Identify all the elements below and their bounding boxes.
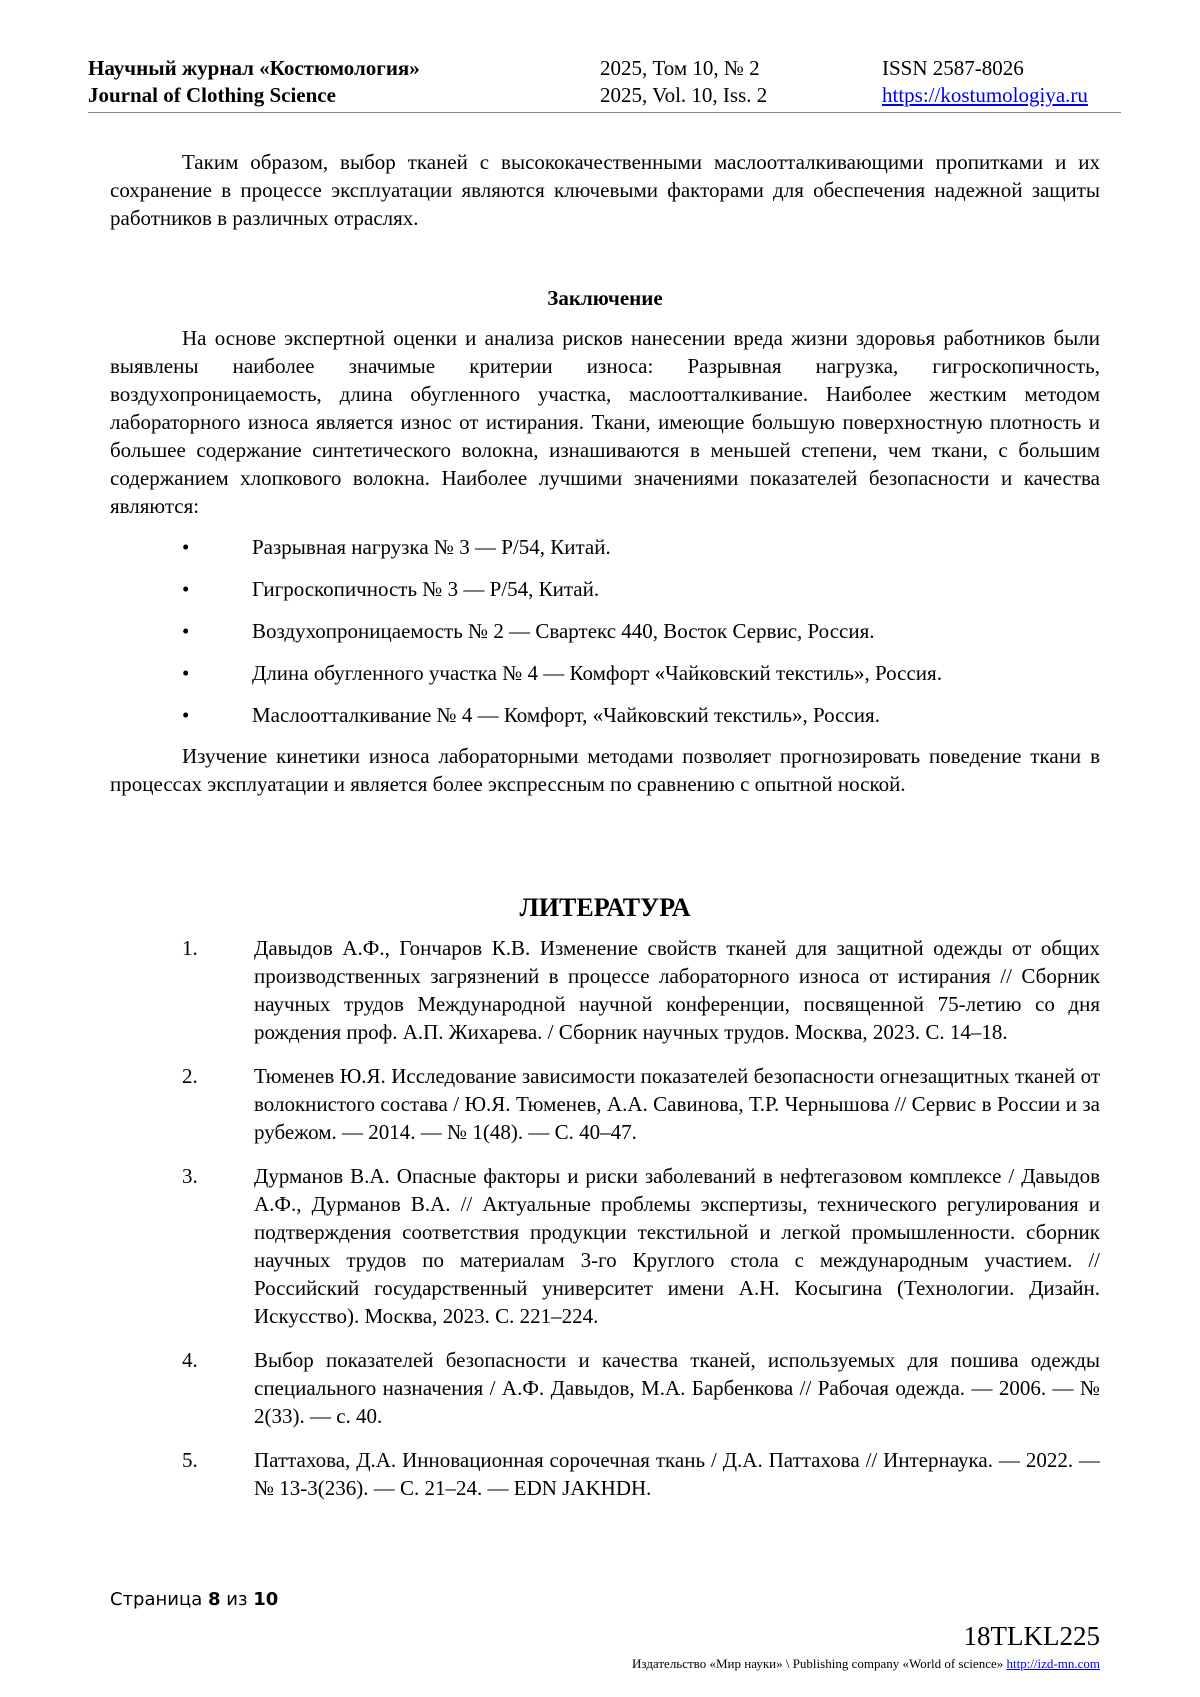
bullet-icon: • [182, 577, 190, 601]
conclusion-section [110, 324, 1100, 520]
conclusion-paragraph: На основе экспертной оценки и анализа рисков нанесении вреда жизни здоровья работников были выявлены наиболее значимые критерии износа: Разрывная нагрузка, гигроскопичность, воздухопроницаемость, длина обугленного участка, маслоотталкивание. Наиболее жестким методом лабораторного износа является износ от истирания. Ткани, имеющие большую поверхностную плотность и большее содержание синтетического волокна, изнашиваются в меньшей степени, чем ткани, с большим содержанием хлопкового волокна. Наиболее лучшими значениями показателей безопасности и качества являются: [110, 326, 1100, 518]
bullet-icon: • [182, 619, 190, 643]
bullet-text: Воздухопроницаемость № 2 — Свартекс 440, Восток Сервис, Россия. [252, 619, 875, 643]
page-total: 10 [253, 1589, 279, 1610]
reference-number: 5. [182, 1448, 198, 1472]
closing-section [110, 742, 1100, 798]
issue-ru: 2025, Том 10, № 2 [600, 56, 760, 80]
issn: ISSN 2587-8026 [882, 56, 1024, 80]
bullet-icon: • [182, 703, 190, 727]
bullet-text: Разрывная нагрузка № 3 — Р/54, Китай. [252, 535, 611, 559]
page-current: 8 [208, 1589, 221, 1610]
list-item [110, 659, 1100, 701]
reference-item [110, 1446, 1100, 1502]
issue-en: 2025, Vol. 10, Iss. 2 [600, 83, 768, 107]
reference-number: 1. [182, 936, 198, 960]
bullet-icon: • [182, 535, 190, 559]
reference-number: 3. [182, 1164, 198, 1188]
conclusion-bullet-list [110, 533, 1100, 743]
reference-text: Давыдов А.Ф., Гончаров К.В. Изменение свойств тканей для защитной одежды от общих производственных загрязнений в процессе лабораторного износа от истирания // Сборник научных трудов Международной научной конференции, посвященной 75-летию со дня рождения проф. А.П. Жихарева. / Сборник научных трудов. Москва, 2023. С. 14–18. [254, 936, 1100, 1044]
list-item [110, 617, 1100, 659]
list-item [110, 533, 1100, 575]
bullet-icon: • [182, 661, 190, 685]
journal-name-en: Journal of Clothing Science [88, 83, 336, 107]
reference-item [110, 1162, 1100, 1330]
page-of: из [226, 1589, 248, 1610]
page-label: Страница [110, 1589, 203, 1610]
bullet-text: Длина обугленного участка № 4 — Комфорт «Чайковский текстиль», Россия. [252, 661, 942, 685]
journal-website-link[interactable]: https://kostumologiya.ru [882, 83, 1088, 107]
intro-section [110, 148, 1100, 232]
header-divider [88, 112, 1121, 113]
publisher-line [632, 1656, 1100, 1672]
reference-item [110, 934, 1100, 1046]
reference-text: Паттахова, Д.А. Инновационная сорочечная ткань / Д.А. Паттахова // Интернаука. — 2022. — № 13-3(236). — С. 21–24. — EDN JAKHDH. [254, 1448, 1100, 1500]
reference-item [110, 1062, 1100, 1146]
bullet-text: Гигроскопичность № 3 — Р/54, Китай. [252, 577, 600, 601]
journal-title-block [88, 55, 420, 109]
issn-block [882, 55, 1088, 109]
publisher-text: Издательство «Мир науки» \ Publishing company «World of science» [632, 1656, 1004, 1671]
reference-item [110, 1346, 1100, 1430]
bullet-text: Маслоотталкивание № 4 — Комфорт, «Чайковский текстиль», Россия. [252, 703, 880, 727]
references-title: ЛИТЕРАТУРА [519, 893, 691, 922]
journal-header [88, 55, 1121, 113]
list-item [110, 575, 1100, 617]
article-code: 18TLKL225 [963, 1621, 1100, 1651]
reference-number: 2. [182, 1064, 198, 1088]
conclusion-heading: Заключение [547, 286, 663, 310]
intro-paragraph: Таким образом, выбор тканей с высококачественными маслоотталкивающими пропитками и их сохранение в процессе эксплуатации являются ключевыми факторами для обеспечения надежной защиты работников в различных отраслях. [110, 150, 1100, 230]
list-item [110, 701, 1100, 743]
issue-block [600, 55, 767, 109]
page-counter [110, 1588, 278, 1612]
reference-text: Выбор показателей безопасности и качества тканей, используемых для пошива одежды специального назначения / А.Ф. Давыдов, М.А. Барбенкова // Рабочая одежда. — 2006. — № 2(33). — с. 40. [254, 1348, 1100, 1428]
journal-name-ru: Научный журнал «Костюмология» [88, 56, 420, 80]
reference-number: 4. [182, 1348, 198, 1372]
closing-paragraph: Изучение кинетики износа лабораторными методами позволяет прогнозировать поведение ткани в процессах эксплуатации и является более экспрессным по сравнению с опытной ноской. [110, 744, 1100, 796]
reference-text: Тюменев Ю.Я. Исследование зависимости показателей безопасности огнезащитных тканей от волокнистого состава / Ю.Я. Тюменев, А.А. Савинова, Т.Р. Чернышова // Сервис в России и за рубежом. — 2014. — № 1(48). — С. 40–47. [254, 1064, 1100, 1144]
references-list [110, 934, 1100, 1518]
reference-text: Дурманов В.А. Опасные факторы и риски заболеваний в нефтегазовом комплексе / Давыдов А.Ф., Дурманов В.А. // Актуальные проблемы экспертизы, технического регулирования и подтверждения соответствия продукции текстильной и легкой промышленности. сборник научных трудов по материалам 3-го Круглого стола с международным участием. // Российский государственный университет имени А.Н. Косыгина (Технологии. Дизайн. Искусство). Москва, 2023. С. 221–224. [254, 1164, 1100, 1328]
publisher-link[interactable]: http://izd-mn.com [1006, 1656, 1100, 1671]
